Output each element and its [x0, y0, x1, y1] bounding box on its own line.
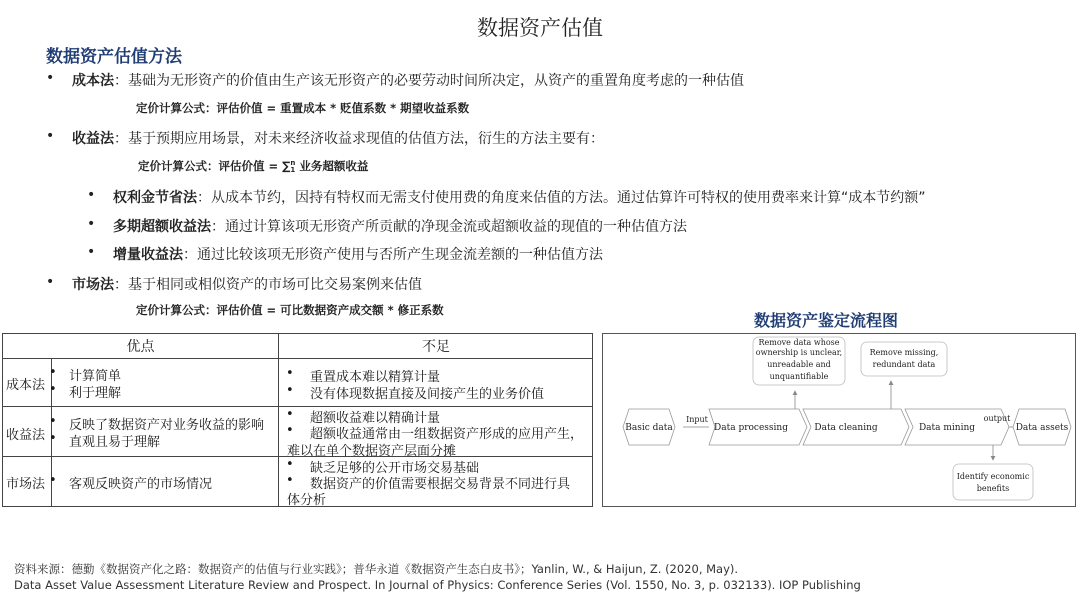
section-heading: 数据资产估值方法: [46, 47, 182, 67]
table-divider: [278, 334, 279, 506]
flow-node-label: Data processing: [714, 423, 788, 433]
note-remove-missing-2: redundant data: [872, 360, 936, 369]
sub-method-name: 多期超额收益法: [113, 219, 211, 235]
table-cell-con: 体分析: [287, 493, 327, 508]
note-identify-1: Identify economic: [956, 472, 1030, 481]
table-cell-con: • 缺乏足够的公开市场交易基础: [286, 457, 480, 476]
note-remove-unclear-1: Remove data whose: [758, 338, 840, 347]
flow-node-label: Data cleaning: [814, 423, 878, 433]
flowchart-diagram: [603, 334, 1077, 508]
market-method-item: [46, 274, 422, 294]
bullet-icon: •: [46, 128, 55, 144]
table-header-cons: 不足: [422, 339, 450, 355]
bullet-icon: •: [46, 274, 55, 290]
comparison-table: [2, 333, 593, 507]
flow-output-label: output: [983, 414, 1011, 423]
income-method-name: 收益法: [72, 131, 114, 147]
bullet-icon: •: [46, 70, 55, 86]
cost-method-item: [46, 70, 744, 90]
table-cell-con: • 数据资产的价值需要根据交易背景不同进行具: [286, 473, 571, 492]
flow-node-label: Data mining: [918, 423, 976, 433]
table-cell-pro: • 利于理解: [49, 382, 122, 401]
note-remove-unclear-3: unreadable and: [767, 360, 831, 369]
income-method-item: [46, 128, 604, 148]
table-row-label: 市场法: [6, 477, 46, 492]
sigma-symbol: ∑: [282, 159, 291, 173]
table-row-label: 成本法: [6, 378, 46, 393]
flow-node-label: Data assets: [1015, 423, 1069, 433]
sub-method-name: 增量收益法: [113, 247, 183, 263]
income-method-desc: ：基于预期应用场景，对未来经济收益求现值的估值方法，衍生的方法主要有：: [114, 131, 604, 147]
table-cell-pro: • 客观反映资产的市场情况: [49, 473, 213, 492]
sub-method-item: [87, 216, 687, 236]
market-method-desc: ：基于相同或相似资产的市场可比交易案例来估值: [114, 277, 422, 293]
sub-method-desc: ：通过计算该项无形资产所贡献的净现金流或超额收益的现值的一种估值方法: [211, 219, 687, 235]
note-remove-missing-1: Remove missing,: [869, 348, 939, 357]
market-formula: 定价计算公式：评估价值 = 可比数据资产成交额 * 修正系数: [136, 303, 444, 317]
bullet-icon: •: [87, 187, 96, 203]
table-cell-pro: • 直观且易于理解: [49, 431, 161, 450]
cost-formula: 定价计算公式：评估价值 = 重置成本 * 贬值系数 * 期望收益系数: [136, 101, 470, 115]
note-identify-2: benefits: [976, 484, 1010, 493]
cost-method-desc: ：基础为无形资产的价值由生产该无形资产的必要劳动时间所决定，从资产的重置角度考虑的一种估值: [114, 73, 744, 89]
note-remove-unclear-2: ownership is unclear,: [755, 348, 843, 357]
bullet-icon: •: [87, 244, 96, 260]
table-cell-con: • 重置成本难以精算计量: [286, 366, 441, 385]
table-row-label: 收益法: [6, 428, 46, 443]
flow-input-label: Input: [686, 415, 708, 424]
income-formula-prefix: 定价计算公式：评估价值 =: [138, 159, 283, 173]
source-line-2: Data Asset Value Assessment Literature Review and Prospect. In Journal of Physics: Conference Series (Vol. 1550, No. 3, p. 032133). IOP Publishing: [14, 578, 861, 592]
cost-method-name: 成本法: [72, 73, 114, 89]
market-method-name: 市场法: [72, 277, 114, 293]
table-cell-con: 难以在单个数据资产层面分摊: [287, 444, 457, 459]
sigma-lower: 1: [290, 165, 296, 174]
sub-method-name: 权利金节省法: [113, 190, 197, 206]
sigma-upper: n: [290, 158, 296, 167]
income-formula: [138, 158, 368, 174]
table-cell-con: • 没有体现数据直接及间接产生的业务价值: [286, 383, 545, 402]
sub-method-desc: ：通过比较该项无形资产使用与否所产生现金流差额的一种估值方法: [183, 247, 603, 263]
sub-method-desc: ：从成本节约，因持有特权而无需支付使用费的角度来估值的方法。通过估算许可特权的使用费率来计算“成本节约额”: [197, 190, 926, 206]
note-box: [953, 464, 1033, 500]
flow-node-label: Basic data: [625, 423, 673, 433]
bullet-icon: •: [87, 216, 96, 232]
table-cell-con: • 超额收益通常由一组数据资产形成的应用产生，: [286, 423, 584, 442]
income-formula-suffix: 业务超额收益: [295, 159, 369, 173]
table-cell-pro: • 反映了数据资产对业务收益的影响: [49, 414, 265, 433]
source-line-1: 资料来源：德勤《数据资产化之路：数据资产的估值与行业实践》；普华永道《数据资产生态白皮书》；Yanlin, W., & Haijun, Z. (2020, May).: [14, 562, 739, 576]
note-remove-unclear-4: unquantifiable: [769, 372, 829, 381]
table-cell-pro: • 计算简单: [49, 365, 122, 384]
table-cell-con: • 超额收益难以精确计量: [286, 407, 441, 426]
flowchart: [602, 333, 1076, 507]
sub-method-item: [87, 244, 603, 264]
table-header-pros: 优点: [126, 339, 155, 355]
flowchart-title: 数据资产鉴定流程图: [754, 311, 899, 330]
sub-method-item: [87, 187, 926, 207]
page-title: 数据资产估值: [477, 16, 603, 40]
table-divider: [3, 358, 592, 359]
table-divider: [3, 406, 592, 407]
